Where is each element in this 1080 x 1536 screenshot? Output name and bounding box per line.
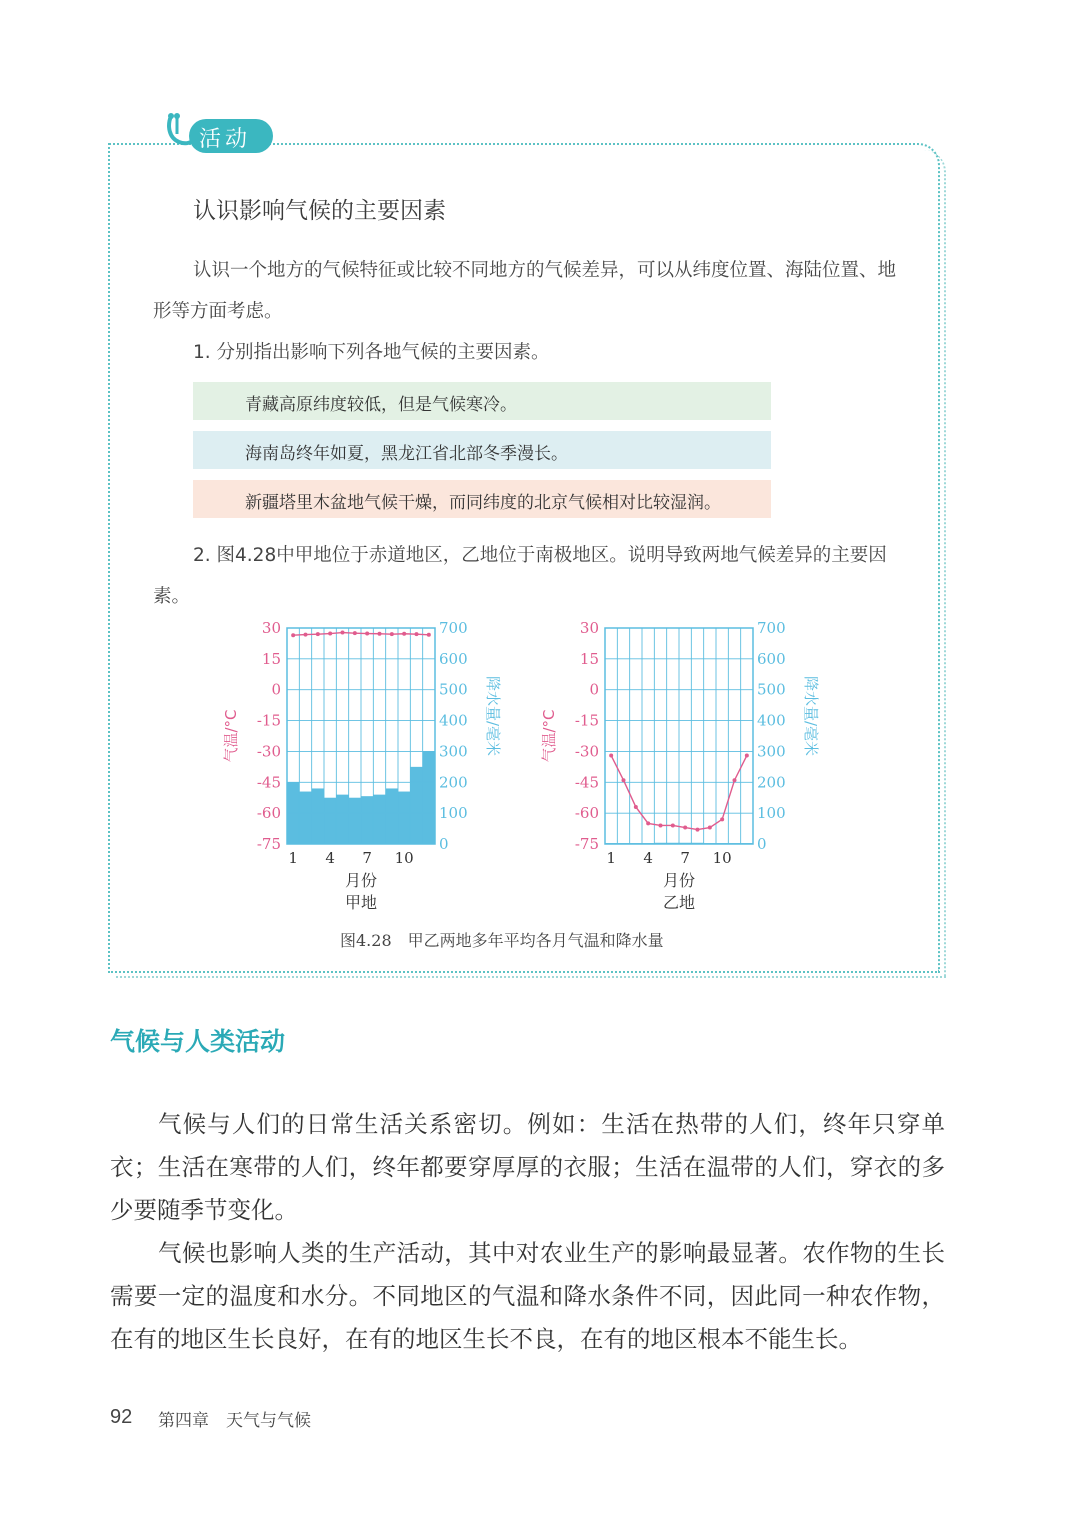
temperature-point <box>291 633 295 637</box>
precip-bar <box>361 796 373 844</box>
highlight-text: 新疆塔里木盆地气候干燥，而同纬度的北京气候相对比较湿润。 <box>245 493 721 513</box>
temperature-point <box>659 823 663 827</box>
y-left-tick-label: -15 <box>574 711 599 730</box>
temperature-point <box>353 631 357 635</box>
temperature-point <box>634 805 638 809</box>
precip-bar <box>398 792 410 844</box>
x-tick-label: 4 <box>643 849 653 867</box>
temperature-point <box>622 778 626 782</box>
question-2: 2. 图4.28中甲地位于赤道地区，乙地位于南极地区。说明导致两地气候差异的主要因素。 <box>153 545 887 607</box>
activity-title: 认识影响气候的主要因素 <box>193 198 446 224</box>
y-left-axis-label: 气温/°C <box>540 709 558 763</box>
chart-title: 甲地 <box>344 893 378 912</box>
x-tick-label: 1 <box>288 849 298 867</box>
y-left-tick-label: 30 <box>579 619 599 637</box>
y-right-tick-label: 700 <box>757 619 786 637</box>
temperature-point <box>390 632 394 636</box>
y-right-tick-label: 500 <box>439 680 468 699</box>
temperature-point <box>708 826 712 830</box>
activity-intro: 认识一个地方的气候特征或比较不同地方的气候差异，可以从纬度位置、海陆位置、地形等方面考虑。 <box>153 260 897 322</box>
temperature-point <box>316 632 320 636</box>
y-right-tick-label: 400 <box>757 711 786 730</box>
highlight-box <box>193 480 771 518</box>
precip-bar <box>349 798 361 844</box>
highlight-text: 青藏高原纬度较低，但是气候寒冷。 <box>245 395 517 415</box>
section-title: 气候与人类活动 <box>110 1027 286 1056</box>
temperature-point <box>609 754 613 758</box>
temperature-point <box>696 828 700 832</box>
precip-bar <box>336 795 348 844</box>
precip-bar <box>324 798 336 844</box>
y-right-axis-label: 降水量/毫米 <box>484 675 502 757</box>
highlight-box <box>193 431 771 469</box>
y-left-tick-label: -15 <box>256 711 281 730</box>
y-left-tick-label: -60 <box>574 804 599 823</box>
highlight-box <box>193 382 771 420</box>
y-right-tick-label: 600 <box>757 649 786 668</box>
temperature-point <box>733 778 737 782</box>
chart-title: 乙地 <box>662 893 696 912</box>
y-left-axis-label: 气温/°C <box>222 709 240 763</box>
y-right-axis-label: 降水量/毫米 <box>802 675 820 757</box>
x-tick-label: 10 <box>394 849 414 867</box>
climate-chart-yi <box>540 612 830 917</box>
precip-bar <box>373 795 385 844</box>
y-left-tick-label: 0 <box>271 680 281 699</box>
temperature-point <box>341 631 345 635</box>
precip-bar <box>423 751 435 844</box>
x-tick-label: 10 <box>712 849 732 867</box>
y-left-tick-label: 0 <box>589 680 599 699</box>
y-left-tick-label: -60 <box>256 804 281 823</box>
temperature-point <box>427 633 431 637</box>
x-tick-label: 4 <box>325 849 335 867</box>
y-left-tick-label: -75 <box>574 835 599 853</box>
temperature-point <box>720 817 724 821</box>
question-1: 1. 分别指出影响下列各地气候的主要因素。 <box>193 342 550 363</box>
y-right-tick-label: 500 <box>757 680 786 699</box>
y-right-tick-label: 100 <box>757 804 786 823</box>
badge-label: 活动 <box>199 127 252 152</box>
precip-bar <box>312 788 324 844</box>
y-right-tick-label: 400 <box>439 711 468 730</box>
temperature-point <box>378 632 382 636</box>
y-right-tick-label: 0 <box>757 835 767 853</box>
x-axis-label: 月份 <box>662 871 696 890</box>
y-left-tick-label: -45 <box>256 773 281 792</box>
y-right-tick-label: 300 <box>757 742 786 761</box>
y-left-tick-label: 30 <box>261 619 281 637</box>
temperature-point <box>365 632 369 636</box>
y-left-tick-label: -30 <box>574 742 599 761</box>
temperature-point <box>415 632 419 636</box>
figure-caption: 图4.28 甲乙两地多年平均各月气温和降水量 <box>340 931 664 950</box>
y-left-tick-label: -45 <box>574 773 599 792</box>
precip-bar <box>386 788 398 844</box>
climate-chart-jia <box>222 612 512 917</box>
temperature-point <box>671 823 675 827</box>
y-right-tick-label: 200 <box>757 773 786 792</box>
body-paragraph: 气候与人们的日常生活关系密切。例如：生活在热带的人们，终年只穿单衣；生活在寒带的人们，终年都要穿厚厚的衣服；生活在温带的人们，穿衣的多少要随季节变化。 <box>110 1110 945 1224</box>
precip-bar <box>299 792 311 844</box>
temperature-point <box>745 754 749 758</box>
y-right-tick-label: 700 <box>439 619 468 637</box>
page-number: 92 <box>110 1406 133 1428</box>
y-left-tick-label: -75 <box>256 835 281 853</box>
x-axis-label: 月份 <box>344 871 378 890</box>
x-tick-label: 7 <box>680 849 690 867</box>
y-right-tick-label: 100 <box>439 804 468 823</box>
y-left-tick-label: -30 <box>256 742 281 761</box>
chapter-label: 第四章 天气与气候 <box>158 1411 311 1431</box>
y-right-tick-label: 600 <box>439 649 468 668</box>
temperature-point <box>683 826 687 830</box>
x-tick-label: 1 <box>606 849 616 867</box>
y-right-tick-label: 0 <box>439 835 449 853</box>
temperature-point <box>646 821 650 825</box>
precip-bar <box>410 767 422 844</box>
y-right-tick-label: 200 <box>439 773 468 792</box>
highlight-text: 海南岛终年如夏，黑龙江省北部冬季漫长。 <box>245 444 568 464</box>
y-left-tick-label: 15 <box>579 649 599 668</box>
temperature-point <box>402 632 406 636</box>
body-paragraph: 气候也影响人类的生产活动，其中对农业生产的影响最显著。农作物的生长需要一定的温度和水分。不同地区的气温和降水条件不同，因此同一种农作物，在有的地区生长良好，在有的地区生长不良，在有的地区根本不能生长。 <box>110 1239 945 1353</box>
activity-badge <box>163 112 275 158</box>
y-right-tick-label: 300 <box>439 742 468 761</box>
y-left-tick-label: 15 <box>261 649 281 668</box>
temperature-point <box>304 633 308 637</box>
temperature-point <box>328 632 332 636</box>
x-tick-label: 7 <box>362 849 372 867</box>
